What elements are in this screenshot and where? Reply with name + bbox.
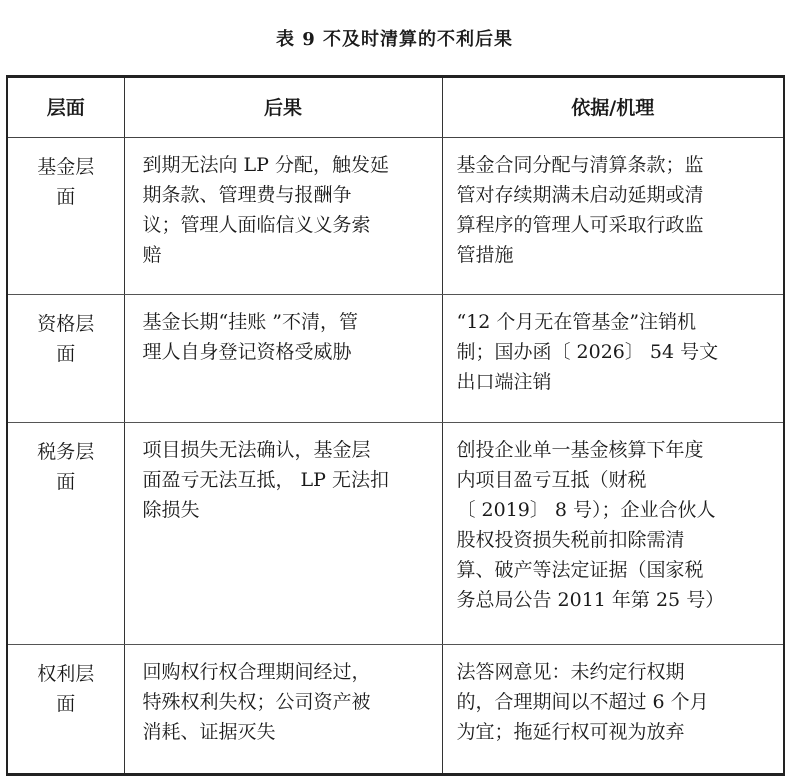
basis-cell bbox=[442, 295, 784, 423]
consequence-line: 到期无法向 LP 分配，触发延 bbox=[142, 154, 389, 176]
consequence-line: 赔 bbox=[142, 244, 162, 266]
basis-line: 为宜；拖延行权可视为放弃 bbox=[456, 721, 685, 743]
basis-line: 算程序的管理人可采取行政监 bbox=[456, 214, 704, 236]
table-title: 表 9 不及时清算的不利后果 bbox=[275, 29, 514, 50]
level-cell bbox=[7, 138, 124, 295]
consequence-cell bbox=[124, 295, 442, 423]
consequence-line: 消耗、证据灭失 bbox=[142, 721, 276, 743]
table-row bbox=[7, 138, 784, 295]
basis-line: 管措施 bbox=[456, 244, 514, 266]
basis-line: 基金合同分配与清算条款；监 bbox=[456, 154, 704, 176]
basis-cell bbox=[442, 138, 784, 295]
level-line: 资格层 bbox=[37, 313, 95, 335]
level-line: 面 bbox=[56, 693, 76, 715]
header-basis: 依据/机理 bbox=[442, 77, 784, 138]
consequence-line: 项目损失无法确认，基金层 bbox=[142, 439, 371, 461]
consequences-table bbox=[6, 75, 785, 776]
level-line: 权利层 bbox=[37, 663, 95, 685]
consequence-line: 回购权行权合理期间经过， bbox=[142, 661, 371, 683]
table-row bbox=[7, 423, 784, 645]
header-level: 层面 bbox=[7, 77, 124, 138]
header-row bbox=[7, 77, 784, 138]
basis-line: 内项目盈亏互抵（财税 bbox=[456, 469, 647, 491]
basis-line: “12 个月无在管基金”注销机 bbox=[456, 311, 697, 333]
basis-line: 制；国办函〔 2026〕 54 号文 bbox=[456, 341, 719, 363]
level-line: 基金层 bbox=[37, 156, 95, 178]
basis-line: 出口端注销 bbox=[456, 371, 552, 393]
basis-cell bbox=[442, 423, 784, 645]
basis-line: 〔 2019〕 8 号）；企业合伙人 bbox=[456, 499, 716, 521]
basis-line: 创投企业单一基金核算下年度 bbox=[456, 439, 704, 461]
table-row bbox=[7, 295, 784, 423]
basis-line: 的，合理期间以不超过 6 个月 bbox=[456, 691, 709, 713]
level-line: 面 bbox=[56, 186, 76, 208]
consequence-cell bbox=[124, 645, 442, 775]
consequence-line: 基金长期“挂账 ”不清，管 bbox=[142, 311, 358, 333]
level-line: 面 bbox=[56, 471, 76, 493]
basis-line: 务总局公告 2011 年第 25 号） bbox=[456, 589, 725, 611]
basis-line: 算、破产等法定证据（国家税 bbox=[456, 559, 704, 581]
level-cell bbox=[7, 645, 124, 775]
level-line: 税务层 bbox=[37, 441, 95, 463]
basis-cell bbox=[442, 645, 784, 775]
consequence-line: 面盈亏无法互抵， LP 无法扣 bbox=[142, 469, 389, 491]
basis-line: 管对存续期满未启动延期或清 bbox=[456, 184, 704, 206]
level-cell bbox=[7, 423, 124, 645]
consequence-line: 除损失 bbox=[142, 499, 200, 521]
consequence-line: 议；管理人面临信义义务索 bbox=[142, 214, 371, 236]
consequence-line: 特殊权利失权；公司资产被 bbox=[142, 691, 371, 713]
header-consequence: 后果 bbox=[124, 77, 442, 138]
table-row bbox=[7, 645, 784, 775]
consequence-cell bbox=[124, 138, 442, 295]
basis-line: 法答网意见：未约定行权期 bbox=[456, 661, 685, 683]
basis-line: 股权投资损失税前扣除需清 bbox=[456, 529, 685, 551]
consequence-line: 期条款、管理费与报酬争 bbox=[142, 184, 352, 206]
level-cell bbox=[7, 295, 124, 423]
level-line: 面 bbox=[56, 343, 76, 365]
consequence-cell bbox=[124, 423, 442, 645]
consequence-line: 理人自身登记资格受威胁 bbox=[142, 341, 352, 363]
